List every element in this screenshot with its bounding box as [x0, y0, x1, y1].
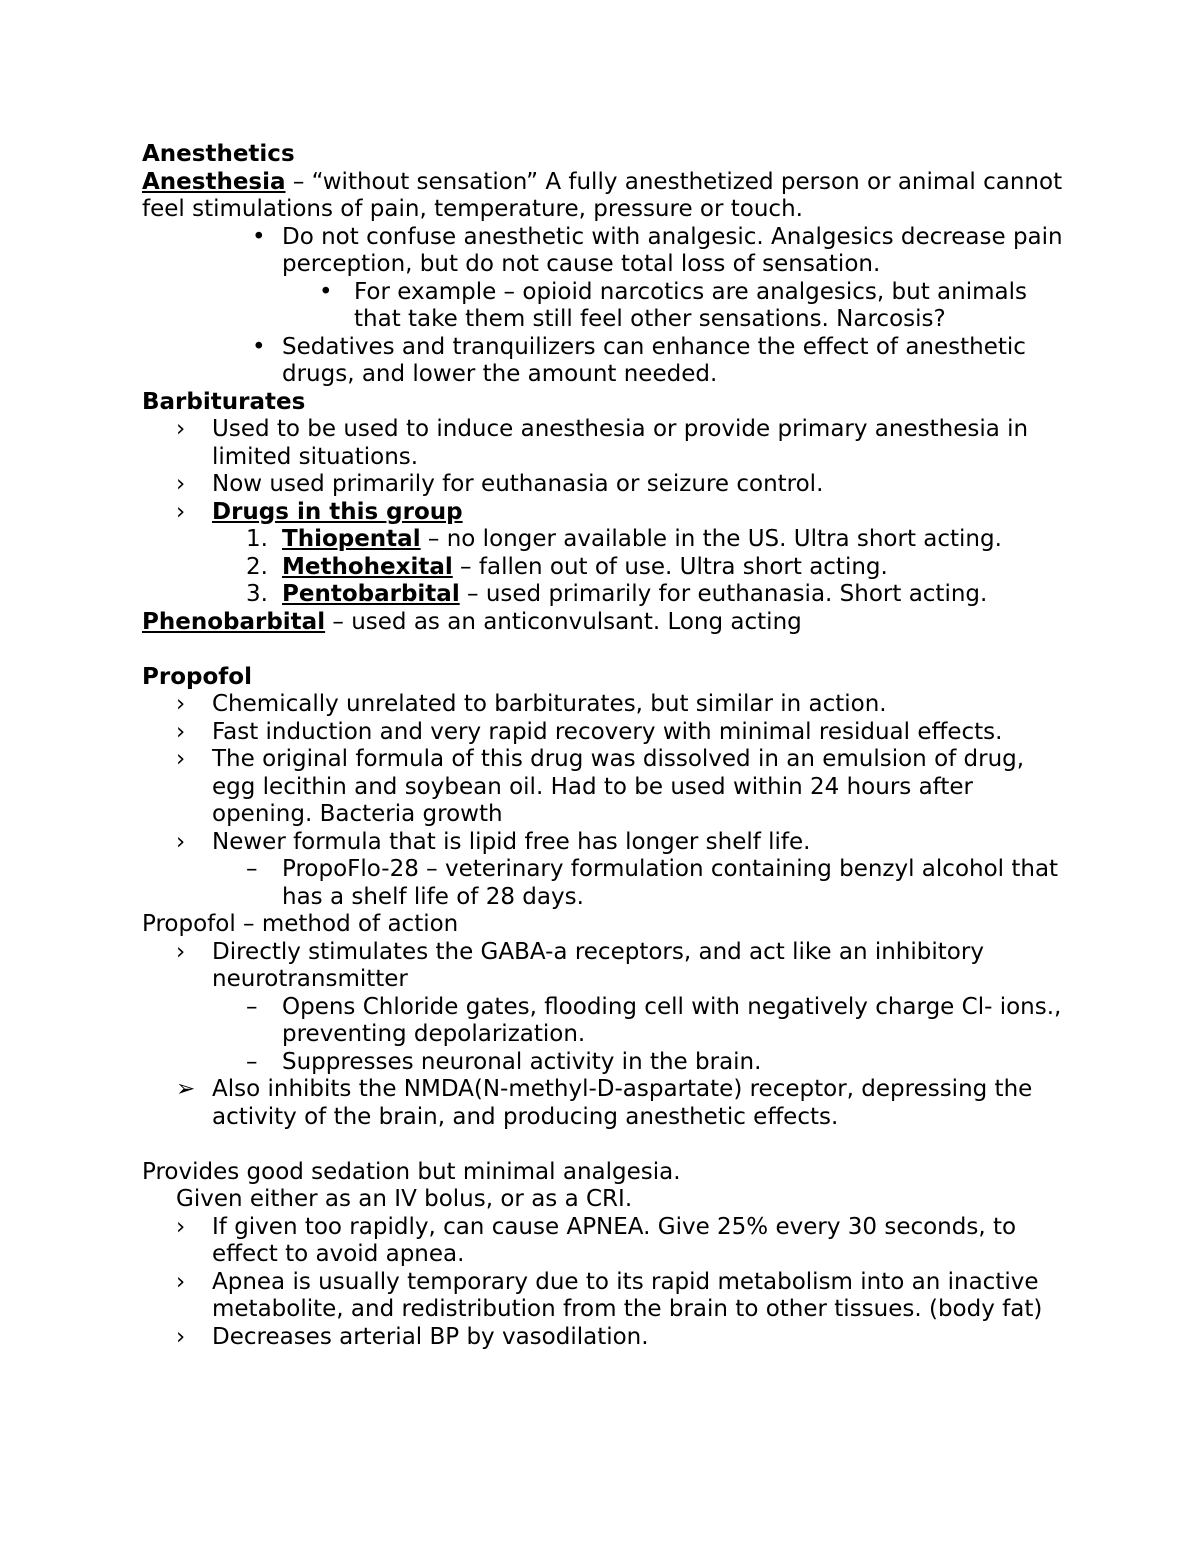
list-item — [142, 471, 1072, 499]
list-item-text: Suppresses neuronal activity in the brain. — [282, 1048, 762, 1075]
drug-name: Thiopental — [282, 526, 421, 552]
list-item — [142, 1269, 1072, 1324]
chevron-marker: › — [176, 938, 186, 965]
list-item-text: Sedatives and tranquilizers can enhance the effect of anesthetic drugs, and lower the amount needed. — [282, 333, 1026, 387]
list-item — [142, 224, 1072, 279]
list-item — [142, 1324, 1072, 1352]
dash-marker: – — [246, 856, 258, 882]
list-item-text: Apnea is usually temporary due to its rapid metabolism into an inactive metabolite, and redistribution from the brain to other tissues. (body fat) — [212, 1268, 1043, 1322]
page-title: Anesthetics — [142, 141, 295, 167]
list-item-text: PropoFlo-28 – veterinary formulation containing benzyl alcohol that has a shelf life of 28 days. — [282, 856, 1059, 910]
chevron-marker: › — [176, 471, 186, 497]
list-item-text: Now used primarily for euthanasia or seizure control. — [212, 471, 824, 497]
list-item — [142, 279, 1072, 334]
chevron-marker: › — [176, 1268, 186, 1295]
list-item-text: Used to be used to induce anesthesia or provide primary anesthesia in limited situations. — [212, 416, 1029, 470]
list-item-text: If given too rapidly, can cause APNEA. Give 25% every 30 seconds, to effect to avoid apnea. — [212, 1213, 1017, 1267]
list-number: 1. — [246, 526, 268, 552]
list-item-text: The original formula of this drug was dissolved in an emulsion of drug, egg lecithin and soybean oil. Had to be used within 24 hours after opening. Bacteria growth — [212, 746, 1025, 827]
list-item — [142, 856, 1072, 911]
chevron-marker: › — [176, 416, 186, 442]
list-item — [142, 691, 1072, 719]
drug-item — [142, 581, 1072, 609]
list-item — [142, 746, 1072, 829]
chevron-marker: › — [176, 1323, 186, 1350]
list-item — [142, 1049, 1072, 1077]
dash-marker: – — [246, 993, 258, 1020]
list-item-text: Fast induction and very rapid recovery with minimal residual effects. — [212, 718, 1003, 745]
drug-desc: – no longer available in the US. Ultra short acting. — [420, 526, 1002, 552]
list-item — [142, 416, 1072, 471]
list-item-text: Newer formula that is lipid free has longer shelf life. — [212, 828, 811, 855]
list-number: 2. — [246, 553, 268, 580]
list-item — [142, 499, 1072, 527]
drug-name: Methohexital — [282, 553, 453, 580]
list-item-text: Directly stimulates the GABA-a receptors, and act like an inhibitory neurotransmitter — [212, 938, 984, 992]
chevron-marker: › — [176, 828, 186, 855]
anesthesia-definition — [142, 169, 1072, 224]
chevron-marker: › — [176, 498, 186, 525]
chevron-marker: › — [176, 746, 186, 772]
drug-name: Phenobarbital — [142, 608, 326, 635]
list-item — [142, 719, 1072, 747]
list-item — [142, 939, 1072, 994]
list-item-text: Decreases arterial BP by vasodilation. — [212, 1323, 649, 1350]
phenobarbital-line — [142, 609, 1072, 637]
list-item — [142, 829, 1072, 857]
drug-name: Pentobarbital — [282, 581, 460, 607]
moa-heading: Propofol – method of action — [142, 911, 459, 937]
drug-desc: – fallen out of use. Ultra short acting. — [452, 553, 888, 580]
section-heading-barbiturates: Barbiturates — [142, 388, 306, 415]
sedation-line: Provides good sedation but minimal analgesia. — [142, 1158, 681, 1185]
list-item — [142, 1214, 1072, 1269]
drug-desc: – used primarily for euthanasia. Short acting. — [459, 581, 988, 607]
drug-item — [142, 554, 1072, 582]
drugs-subheading: Drugs in this group — [212, 498, 463, 525]
dash-marker: – — [246, 1048, 258, 1075]
arrowhead-marker-icon: ➢ — [176, 1076, 196, 1102]
section-heading-propofol: Propofol — [142, 663, 252, 690]
list-item-text: Also inhibits the NMDA(N-methyl-D-aspartate) receptor, depressing the activity of the brain, and producing anesthetic effects. — [212, 1076, 1033, 1130]
list-item — [142, 1076, 1072, 1131]
drug-item — [142, 526, 1072, 554]
chevron-marker: › — [176, 1213, 186, 1240]
anesthesia-definition-text: – “without sensation” A fully anesthetized person or animal cannot feel stimulations of pain, temperature, pressure or touch. — [142, 168, 1063, 222]
given-line: Given either as an IV bolus, or as a CRI. — [176, 1186, 633, 1212]
chevron-marker: › — [176, 718, 186, 745]
bullet-marker: • — [252, 223, 266, 250]
list-item-text: Do not confuse anesthetic with analgesic. Analgesics decrease pain perception, but do not cause total loss of sensation. — [282, 223, 1063, 277]
chevron-marker: › — [176, 691, 186, 717]
list-item-text: Opens Chloride gates, flooding cell with negatively charge Cl- ions., preventing depolarization. — [282, 993, 1062, 1047]
list-item-text: Chemically unrelated to barbiturates, but similar in action. — [212, 691, 887, 717]
list-item-text: For example – opioid narcotics are analgesics, but animals that take them still feel other sensations. Narcosis? — [354, 278, 1027, 332]
bullet-marker: • — [319, 278, 333, 305]
list-number: 3. — [246, 581, 268, 607]
list-item — [142, 994, 1072, 1049]
bullet-marker: • — [252, 333, 266, 360]
list-item — [142, 334, 1072, 389]
anesthesia-term: Anesthesia — [142, 168, 286, 195]
drug-desc: – used as an anticonvulsant. Long acting — [325, 608, 802, 635]
document-body — [142, 141, 1072, 1351]
